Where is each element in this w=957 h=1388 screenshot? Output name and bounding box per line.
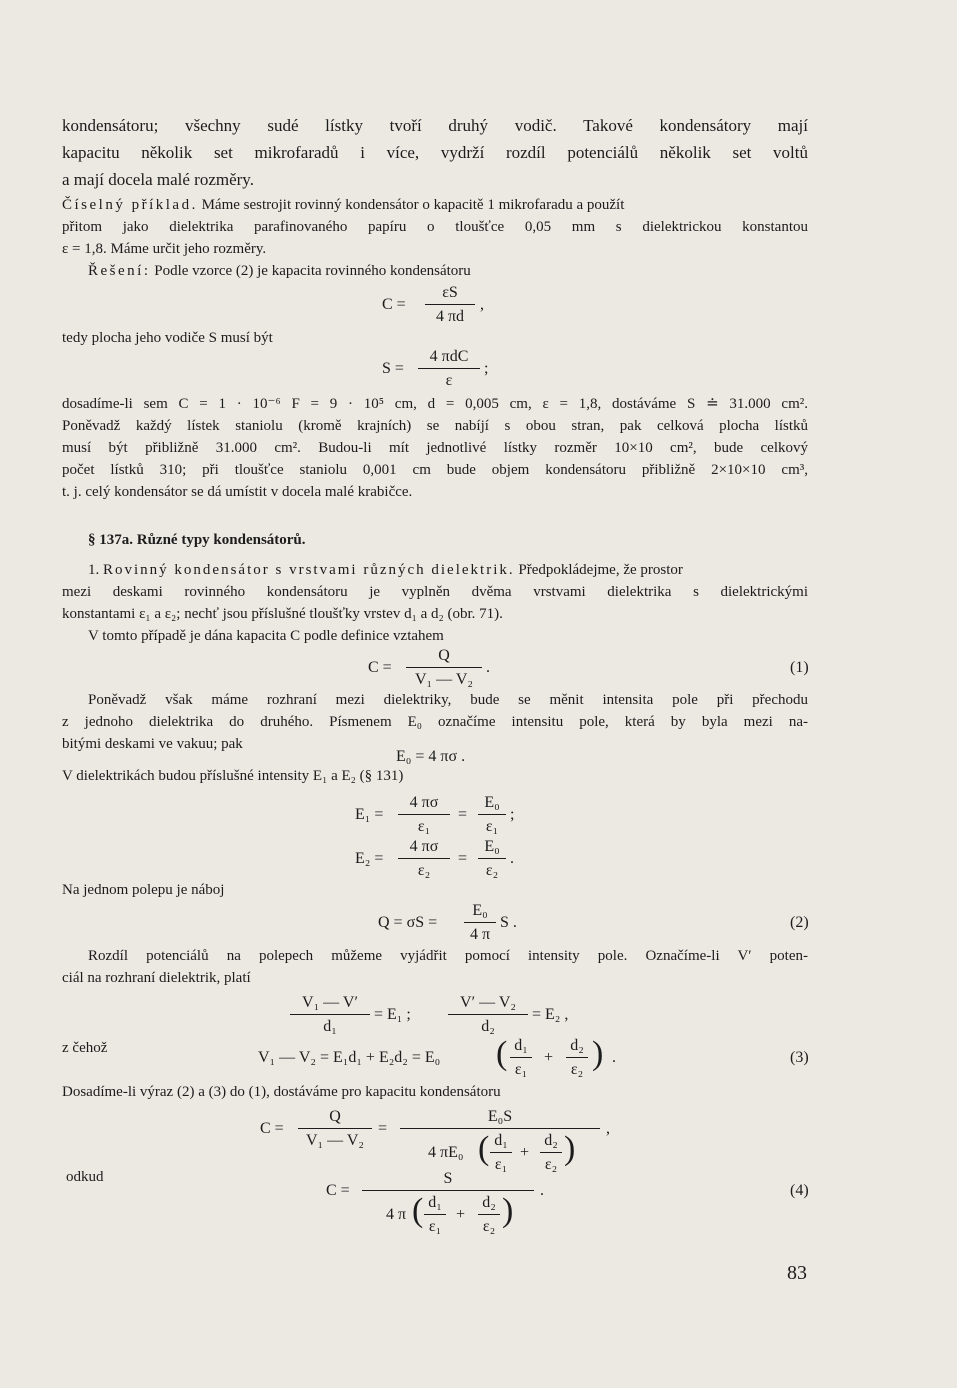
eq-denominator: ε₂ — [417, 862, 431, 879]
text-line: bitými deskami ve vakuu; pak — [62, 736, 243, 752]
eq-operator: + — [520, 1144, 530, 1161]
text-line: z čehož — [62, 1040, 108, 1056]
eq-lhs: S = — [382, 360, 404, 377]
eq-numerator: 4 πdC — [429, 348, 469, 365]
fraction-bar — [425, 304, 475, 305]
fraction-bar — [448, 1014, 528, 1015]
text-line: Dosadíme-li výraz (2) a (3) do (1), dostáváme pro kapacitu kondensátoru — [62, 1084, 501, 1100]
eq-denominator: ε₂ — [544, 1156, 558, 1173]
eq-operator: + — [456, 1206, 466, 1223]
text-line: Poněvadž každý lístek staniolu (kromě krajních) se nabíjí s obou stran, pak celková plocha lístků — [62, 418, 808, 434]
eq-numerator: εS — [442, 284, 458, 301]
paren-close: ) — [564, 1130, 576, 1167]
page-number: 83 — [787, 1262, 807, 1284]
eq-denominator: V₁ — V₂ — [306, 1132, 364, 1149]
eq-numerator: 4 πσ — [409, 794, 439, 811]
eq-numerator: d₂ — [544, 1132, 558, 1149]
eq-denominator: ε₁ — [428, 1218, 442, 1235]
text-line: ciál na rozhraní dielektrik, platí — [62, 970, 251, 986]
text-line: konstantami ε₁ a ε₂; nechť jsou příslušné tloušťky vrstev d₁ a d₂ (obr. 71). — [62, 606, 503, 622]
example-first-line — [62, 198, 808, 213]
text-line: přitom jako dielektrika parafinovaného papíru o tloušťce 0,05 mm s dielektrickou konstantou — [62, 219, 808, 235]
eq-lhs: E₁ = — [355, 806, 384, 823]
text-line: musí být přibližně 31.000 cm². Budou-li mít jednotlivé lístky rozměr 10×10 cm², bude celkový — [62, 440, 808, 456]
paren-open: ( — [412, 1192, 424, 1229]
eq-denominator: d₁ — [323, 1018, 337, 1035]
paren-open: ( — [478, 1130, 490, 1167]
fraction-bar — [298, 1128, 372, 1129]
equation-number: (4) — [790, 1182, 809, 1199]
eq-operator: = — [458, 806, 468, 823]
eq-lhs: C = — [326, 1182, 350, 1199]
eq-denominator-prefix: 4 πE₀ — [428, 1144, 464, 1161]
eq-operator: = — [458, 850, 468, 867]
eq-tail: S . — [500, 914, 517, 931]
eq-operator: + — [544, 1049, 554, 1066]
text-line: V tomto případě je dána kapacita C podle definice vztahem — [88, 628, 444, 644]
fraction-bar — [510, 1057, 532, 1058]
eq-denominator: ε₂ — [482, 1218, 496, 1235]
eq-lhs: V₁ — V₂ = E₁d₁ + E₂d₂ = E₀ — [258, 1049, 441, 1066]
fraction-bar — [478, 1214, 500, 1215]
eq-numerator: Q — [438, 647, 450, 664]
eq-denominator: ε₂ — [570, 1061, 584, 1078]
fraction-bar — [478, 814, 506, 815]
fraction-bar — [424, 1214, 446, 1215]
fraction-bar — [566, 1057, 588, 1058]
paragraph-first-line — [88, 563, 808, 578]
text-line: t. j. celý kondensátor se dá umístit v docela malé krabičce. — [62, 484, 413, 500]
eq-lhs: Q = σS = — [378, 914, 438, 931]
solution-heading: Řešení: — [88, 263, 151, 279]
eq-numerator: d₂ — [570, 1037, 584, 1054]
eq-tail: ; — [484, 360, 489, 377]
fraction-bar — [398, 814, 450, 815]
eq-numerator: d₂ — [482, 1194, 496, 1211]
eq-numerator: Q — [329, 1108, 341, 1125]
eq-lhs: C = — [260, 1120, 284, 1137]
eq-numerator: d₁ — [514, 1037, 528, 1054]
eq-denominator: d₂ — [481, 1018, 495, 1035]
fraction-bar — [290, 1014, 370, 1015]
eq-lhs: C = — [368, 659, 392, 676]
fraction-bar — [464, 922, 496, 923]
eq-denominator: ε₁ — [485, 818, 499, 835]
text-line: tedy plocha jeho vodiče S musí být — [62, 330, 273, 346]
equation-number: (1) — [790, 659, 809, 676]
eq-tail: . — [486, 659, 490, 676]
eq-numerator: E₀ — [484, 838, 500, 855]
fraction-bar — [362, 1190, 534, 1191]
equation-number: (2) — [790, 914, 809, 931]
text-line: kapacitu několik set mikrofaradů i více, vydrží rozdíl potenciálů několik set voltů — [62, 143, 808, 162]
equation-number: (3) — [790, 1049, 809, 1066]
fraction-bar — [540, 1152, 562, 1153]
eq-numerator: V′ — V₂ — [460, 994, 516, 1011]
eq-denominator: ε₁ — [514, 1061, 528, 1078]
eq-operator: = — [378, 1120, 388, 1137]
text-line: z jednoho dielektrika do druhého. Písmenem E₀ označíme intensitu pole, která by byla mezi na- — [62, 714, 808, 730]
paren-open: ( — [496, 1035, 508, 1072]
item-number: 1. — [88, 562, 100, 578]
eq-denominator: ε₁ — [494, 1156, 508, 1173]
equation: E₀ = 4 πσ . — [396, 748, 466, 765]
text-line: dosadíme-li sem C = 1 · 10⁻⁶ F = 9 · 10⁵ cm, d = 0,005 cm, ε = 1,8, dostáváme S ≐ 31.000 cm². — [62, 396, 808, 412]
paren-close: ) — [592, 1035, 604, 1072]
text-line: kondensátoru; všechny sudé lístky tvoří druhý vodič. Takové kondensátory mají — [62, 116, 808, 135]
item-heading: Rovinný kondensátor s vrstvami různých dielektrik. — [103, 562, 515, 578]
solution-text: Podle vzorce (2) je kapacita rovinného kondensátoru — [154, 263, 471, 279]
fraction-bar — [400, 1128, 600, 1129]
eq-tail: . — [510, 850, 514, 867]
text-line: Na jednom polepu je náboj — [62, 882, 225, 898]
solution-line — [88, 264, 471, 279]
section-heading: § 137a. Různé typy kondensátorů. — [88, 532, 306, 548]
paren-close: ) — [502, 1192, 514, 1229]
eq-tail: , — [606, 1120, 610, 1137]
eq-denominator: ε — [445, 372, 453, 389]
fraction-bar — [418, 368, 480, 369]
eq-lhs: C = — [382, 296, 406, 313]
text-line: V dielektrikách budou příslušné intensity E₁ a E₂ (§ 131) — [62, 768, 404, 784]
text-line: počet lístků 310; při tloušťce staniolu 0,001 cm bude objem kondensátoru přibližně 2×10×10 cm³, — [62, 462, 808, 478]
text-line: ε = 1,8. Máme určit jeho rozměry. — [62, 241, 267, 257]
eq-denominator: ε₁ — [417, 818, 431, 835]
eq-numerator: S — [443, 1170, 453, 1187]
eq-numerator: E₀S — [487, 1108, 513, 1125]
eq-denominator: 4 π — [469, 926, 491, 943]
fraction-bar — [478, 858, 506, 859]
eq-operator: = E₁ ; — [374, 1006, 411, 1023]
eq-denominator: ε₂ — [485, 862, 499, 879]
fraction-bar — [398, 858, 450, 859]
eq-tail: . — [540, 1182, 544, 1199]
eq-numerator: E₀ — [484, 794, 500, 811]
eq-numerator: V₁ — V′ — [302, 994, 358, 1011]
eq-denominator-prefix: 4 π — [386, 1206, 407, 1223]
eq-tail: . — [612, 1049, 616, 1066]
eq-lhs: E₂ = — [355, 850, 384, 867]
example-heading: Číselný příklad. — [62, 197, 198, 213]
text-line: mezi deskami rovinného kondensátoru je vyplněn dvěma vrstvami dielektrika s dielektrickými — [62, 584, 808, 600]
example-text: Máme sestrojit rovinný kondensátor o kapacitě 1 mikrofaradu a použít — [201, 197, 625, 213]
eq-numerator: 4 πσ — [409, 838, 439, 855]
text-line: Rozdíl potenciálů na polepech můžeme vyjádřit pomocí intensity pole. Označíme-li V′ poten- — [88, 948, 808, 964]
item-text: Předpokládejme, že prostor — [518, 562, 683, 578]
eq-tail: ; — [510, 806, 515, 823]
fraction-bar — [406, 667, 482, 668]
fraction-bar — [490, 1152, 512, 1153]
text-line: a mají docela malé rozměry. — [62, 170, 254, 189]
eq-tail: , — [480, 296, 484, 313]
eq-numerator: E₀ — [472, 902, 488, 919]
eq-tail: = E₂ , — [532, 1006, 569, 1023]
eq-denominator: 4 πd — [435, 308, 465, 325]
text-line: Poněvadž však máme rozhraní mezi dielektriky, bude se měnit intensita pole při přechodu — [88, 692, 808, 708]
eq-numerator: d₁ — [428, 1194, 442, 1211]
eq-numerator: d₁ — [494, 1132, 508, 1149]
text-line: odkud — [66, 1169, 104, 1185]
eq-denominator: V₁ — V₂ — [415, 671, 473, 688]
